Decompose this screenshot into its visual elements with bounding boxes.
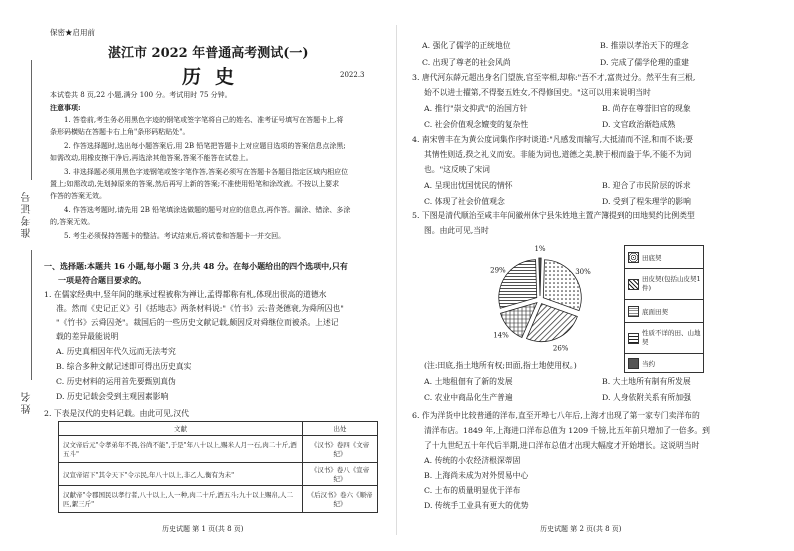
- table-cell: 汉献帝"令郡国民以孝行者,八十以上,人一种,肉二十斤,酒五斗;九十以上赐帛,人二匹,絮三斤": [59, 486, 303, 513]
- q1-stem-line: 1. 在儒家经典中,竖年间的继承过程被称为禅让,孟得都称有札,体现出很高的道德水: [44, 290, 327, 299]
- q3-option-b[interactable]: B. 尚存在尊誉旧官的现象: [602, 104, 691, 113]
- q5-option-d[interactable]: D. 人身依附关系有所加强: [602, 393, 691, 402]
- q2-stem: 2. 下表是汉代的史料记载。由此可见,汉代: [44, 409, 189, 418]
- legend-item: [625, 269, 703, 300]
- q6-option-b[interactable]: B. 上海尚未成为对外贸易中心: [424, 471, 529, 480]
- notice-line: 如需改动,用橡皮擦干净后,再选涂其他答案,答案不能答在试卷上。: [50, 154, 253, 162]
- q4-stem-line: 其情性则适,揆之礼义而安。非能为词也,道德之美,腴于根而盎于华,不能不为词: [424, 150, 692, 159]
- q2-option-a[interactable]: A. 强化了儒学的正统地位: [422, 41, 511, 50]
- q4-option-a[interactable]: A. 呈现出忧国忧民的情怀: [424, 181, 513, 190]
- exam-title: 湛江市 2022 年普通高考测试(一): [108, 46, 309, 61]
- legend-swatch-diag: [628, 279, 639, 290]
- ticket-number-label: 准考证号: [22, 190, 33, 238]
- side-line-bottom: [31, 300, 32, 380]
- table-cell: 《汉书》卷八《宣帝纪》: [303, 463, 378, 486]
- q3-option-c[interactable]: C. 社会价值观念嬗变的复杂性: [424, 120, 529, 129]
- land-contract-pie-chart: [460, 245, 620, 355]
- q5-note: (注:田底,指土地所有权;田面,指土地使用权。): [424, 361, 577, 370]
- q1-option-c[interactable]: C. 历史材料的运用首先要甄别真伪: [56, 377, 176, 386]
- notice-line: 条形码横贴在答题卡右上角"条形码粘贴处"。: [50, 128, 190, 136]
- q3-option-a[interactable]: A. 推行"崇文抑武"的治国方针: [424, 104, 528, 113]
- table-cell: 《汉书》卷四《文帝纪》: [303, 436, 378, 463]
- q6-option-c[interactable]: C. 土布的质量明显优于洋布: [424, 486, 521, 495]
- legend-swatch-stripe: [628, 333, 639, 344]
- table-header-cell: 文献: [59, 422, 303, 436]
- name-label: 姓名: [22, 390, 33, 414]
- legend-label: 性质不详的田、山地契: [642, 329, 701, 346]
- table-header-row: [59, 422, 378, 436]
- notice-line: 2. 作答选择题时,选出每小题答案后,用 2B 铅笔把答题卡上对应题目选项的答案信息点涂黑;: [64, 142, 346, 150]
- pie-label-unknown: 29%: [490, 266, 506, 275]
- notice-line: 4. 作答选考题时,请先用 2B 铅笔填涂选做题的题号对应的信息点,再作答。漏涂、错涂、多涂: [64, 206, 351, 214]
- q5-stem-line: 图。由此可见,当时: [424, 226, 489, 235]
- q6-stem-line: 清洋布店。1849 年,上海进口洋布总值为 1209 千镑,比五年前只增加了一倍多。到: [424, 426, 710, 435]
- q3-option-d[interactable]: D. 文官政治渐趋成熟: [602, 120, 676, 129]
- legend-swatch-grid: [628, 306, 639, 317]
- table-cell: 汉文帝后元"令孝弟年不畏,谷尚不能",于是"年八十以上,赐米人月一石,肉二十斤,酒五斗": [59, 436, 303, 463]
- q6-stem-line: 了十九世纪五十年代后半期,进口洋布总值才出现大幅度才开始增长。这说明当时: [424, 441, 700, 450]
- table-row: [59, 463, 378, 486]
- q2-option-d[interactable]: D. 完成了儒学伦理的重建: [600, 58, 689, 67]
- q6-option-d[interactable]: D. 传统手工业具有更大的优势: [424, 501, 529, 510]
- pie-legend: [624, 245, 704, 373]
- q2-options: [422, 40, 782, 69]
- q1-stem-line: 载的差异最能说明: [56, 332, 119, 341]
- legend-label: 田底契: [642, 253, 662, 262]
- legend-item: [625, 323, 703, 354]
- question-5-cont: [424, 360, 691, 404]
- q3-stem-line: 3. 唐代河东薛元超出身名门望族,官至宰相,却称:"吾不才,富贵过分。然平生有三根,: [412, 73, 696, 82]
- q2-source-table: [58, 421, 378, 513]
- question-4: [412, 134, 693, 208]
- pie-label-tiandi: 30%: [575, 267, 591, 276]
- legend-label: 当约: [642, 359, 655, 368]
- pie-label-dimian: 14%: [493, 331, 509, 340]
- q4-stem-line: 4. 南宋曾丰在为黄公度词集作序时谈道:"凡感发而输写,大抵清而不淫,和而不谈;要: [412, 135, 694, 144]
- pie-label-tianpi: 26%: [552, 344, 569, 353]
- q1-option-a[interactable]: A. 历史真相因年代久远而无法考究: [56, 347, 176, 356]
- q5-option-b[interactable]: B. 大土地所有制有所发展: [602, 377, 691, 386]
- q5-option-c[interactable]: C. 农业中商品化生产普遍: [424, 393, 513, 402]
- confidential-mark: 保密★启用前: [50, 28, 95, 37]
- table-cell: 《后汉书》卷六《顺帝纪》: [303, 486, 378, 513]
- q4-stem-line: 也。"这反映了宋词: [424, 165, 490, 174]
- q6-stem-line: 6. 作为洋货中比较普通的洋布,直至开埠七八年后,上海才出现了第一家专门卖洋布的: [412, 411, 700, 420]
- notice-line: 置上;如需改动,先划掉原来的答案,然后再写上新的答案;不准使用铅笔和涂改液。不按以上要求: [50, 180, 340, 188]
- legend-item: [625, 246, 703, 269]
- section-heading-cont: 一项是符合题目要求的。: [58, 275, 146, 285]
- question-3: [412, 72, 695, 131]
- side-line-top: [31, 60, 32, 180]
- notice-line: 的,答案无效。: [50, 218, 95, 226]
- q1-option-b[interactable]: B. 综合多种文献记述即可得出历史真实: [56, 362, 192, 371]
- legend-swatch-dots: [628, 252, 639, 263]
- q4-option-c[interactable]: C. 体现了社会价值观念: [424, 197, 505, 206]
- subject-title: 历史: [182, 66, 249, 88]
- q2-option-b[interactable]: B. 推崇以孝治天下的理念: [600, 41, 689, 50]
- exam-date: 2022.3: [340, 71, 365, 79]
- notice-line: 3. 非选择题必须用黑色字迹钢笔或签字笔作答,答案必须写在答题卡各题目指定区域内相应位: [64, 168, 349, 176]
- legend-label: 田皮契(包括山皮契1件): [642, 275, 701, 292]
- q6-option-a[interactable]: A. 传统的小农经济根深蒂固: [424, 456, 521, 465]
- notice-label: 注意事项:: [50, 103, 81, 112]
- q4-option-d[interactable]: D. 受到了程朱理学的影响: [602, 197, 691, 206]
- table-row: [59, 486, 378, 513]
- q1-option-d[interactable]: D. 历史记载会受到主观因素影响: [56, 392, 169, 401]
- table-header-cell: 出处: [303, 422, 378, 436]
- question-1: [44, 289, 344, 403]
- question-5: [412, 210, 695, 237]
- legend-item: [625, 300, 703, 323]
- table-row: [59, 436, 378, 463]
- footer-right: 历史试题 第 2 页(共 8 页): [540, 525, 622, 533]
- q4-option-b[interactable]: B. 迎合了市民阶层的诉求: [602, 181, 691, 190]
- q1-stem-line: "《竹书》云舜囚尧"。裁国后的一些历史文献记载,颇因反对舜继位而被杀。上述记: [56, 318, 339, 327]
- pie-label-dangyue: 1%: [534, 245, 546, 253]
- notice-line: 1. 答卷前,考生务必用黑色字迹的钢笔或签字笔将自己的姓名、准考证号填写在答题卡上,将: [64, 116, 344, 124]
- legend-label: 底面田契: [642, 307, 668, 316]
- page-divider: [396, 25, 397, 535]
- intro-text: 本试卷共 8 页,22 小题,满分 100 分。考试用时 75 分钟。: [50, 91, 232, 99]
- q1-stem-line: 准。然而《史记正义》引《括地志》两条材料说:"《竹书》云:昔尧德衰,为舜所囚也": [56, 304, 344, 313]
- q2-option-c[interactable]: C. 出现了尊老的社会风尚: [422, 58, 511, 67]
- pie-slice-dangyue: [539, 258, 541, 296]
- notice-line: 5. 考生必须保持答题卡的整洁。考试结束后,将试卷和答题卡一并交回。: [64, 232, 286, 240]
- q5-option-a[interactable]: A. 土地租佃有了新的发展: [424, 377, 513, 386]
- section-heading: 一、选择题:本题共 16 小题,每小题 3 分,共 48 分。在每小题给出的四个选项中,只有: [44, 261, 348, 271]
- q5-stem-line: 5. 下图是清代顺治至咸丰年间徽州休宁县朱姓地主置产簿提到的田地契约比例类型: [412, 211, 695, 220]
- table-cell: 汉宣帝诏下"其令天下"令示民,年八十以上,非乙人,衡有为未": [59, 463, 303, 486]
- notice-line: 作答的答案无效。: [50, 192, 106, 200]
- question-6: [412, 410, 710, 512]
- footer-left: 历史试题 第 1 页(共 8 页): [162, 525, 244, 533]
- q3-stem-line: 始不以进士擢第,不得娶五姓女,不得修国史。"这可以用来说明当时: [424, 88, 651, 97]
- notice-list: [50, 115, 350, 241]
